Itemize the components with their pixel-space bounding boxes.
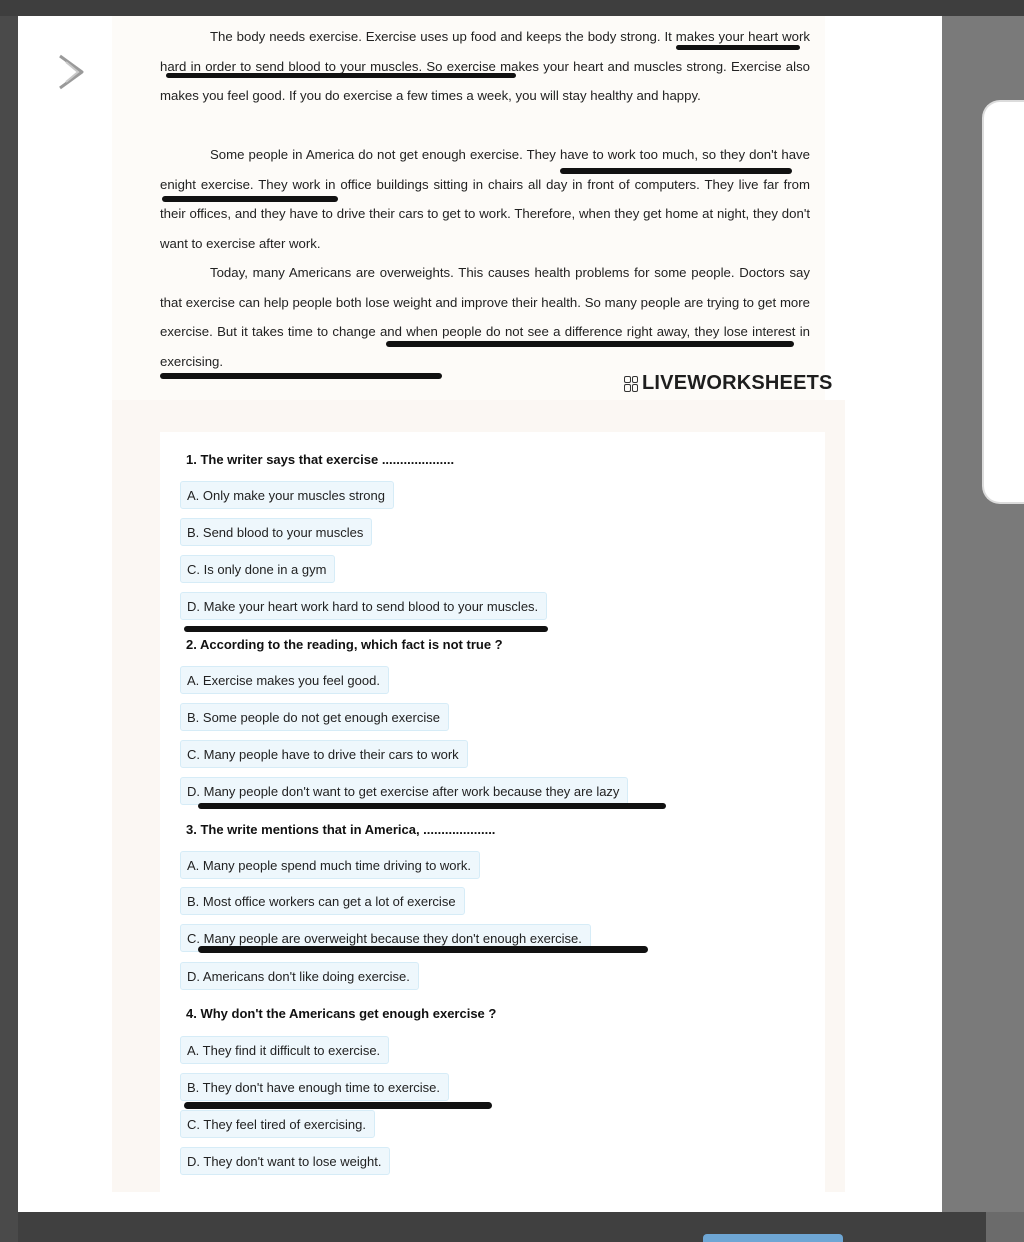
ink-underline — [160, 373, 442, 379]
question-1-option-a[interactable]: A. Only make your muscles strong — [180, 481, 394, 509]
ink-underline — [184, 626, 548, 632]
chevron-right-icon[interactable] — [54, 50, 90, 94]
grid-logo-icon — [624, 376, 638, 392]
question-3-option-b[interactable]: B. Most office workers can get a lot of exercise — [180, 887, 465, 915]
question-1-option-b[interactable]: B. Send blood to your muscles — [180, 518, 372, 546]
question-1-option-d[interactable]: D. Make your heart work hard to send blood to your muscles. — [180, 592, 547, 620]
question-3-option-a[interactable]: A. Many people spend much time driving to work. — [180, 851, 480, 879]
question-2-option-a[interactable]: A. Exercise makes you feel good. — [180, 666, 389, 694]
ink-underline — [198, 803, 666, 809]
reading-paragraph-3: Today, many Americans are overweights. This causes health problems for some people. Doctors say that exercise can help people both lose weight and improve their health. So many people are trying to get more exercise. But it takes time to change and when people do not see a difference right away, they lose interest in exercising. — [160, 265, 810, 369]
brand-name: LIVEWORKSHEETS — [642, 372, 833, 394]
question-4-option-a[interactable]: A. They find it difficult to exercise. — [180, 1036, 389, 1064]
reading-paragraph-1: The body needs exercise. Exercise uses up food and keeps the body strong. It makes your heart work hard in order to send blood to your muscles. So exercise makes your heart and muscles strong. Exercise also makes you feel good. If you do exercise a few times a week, you will stay healthy and happy. — [160, 29, 810, 103]
top-bar — [0, 0, 1024, 16]
ink-underline — [560, 168, 792, 174]
question-4-option-c[interactable]: C. They feel tired of exercising. — [180, 1110, 375, 1138]
ink-underline — [676, 45, 800, 50]
ink-underline — [198, 946, 648, 953]
question-2-option-d[interactable]: D. Many people don't want to get exercise after work because they are lazy — [180, 777, 628, 805]
reading-paragraph-2: Some people in America do not get enough exercise. They have to work too much, so they don't have enight exercise. They work in office buildings sitting in chairs all day in front of computers. They live far from their offices, and they have to drive their cars to get to work. Therefore, when they get home at night, they don't want to exercise after work. — [160, 147, 810, 251]
question-3-option-d[interactable]: D. Americans don't like doing exercise. — [180, 962, 419, 990]
question-4-option-b[interactable]: B. They don't have enough time to exercise. — [180, 1073, 449, 1101]
question-4: 4. Why don't the Americans get enough exercise ? — [186, 1006, 497, 1021]
question-1: 1. The writer says that exercise .................... — [186, 452, 455, 467]
question-2: 2. According to the reading, which fact is not true ? — [186, 637, 503, 652]
question-4-option-d[interactable]: D. They don't want to lose weight. — [180, 1147, 390, 1175]
ink-underline — [166, 73, 516, 78]
question-3: 3. The write mentions that in America, .................... — [186, 822, 496, 837]
ink-underline — [386, 341, 794, 347]
question-1-option-c[interactable]: C. Is only done in a gym — [180, 555, 335, 583]
ink-underline — [184, 1102, 492, 1109]
question-3-option-c[interactable]: C. Many people are overweight because they don't enough exercise. — [180, 924, 591, 952]
ink-underline — [162, 196, 338, 202]
question-2-option-c[interactable]: C. Many people have to drive their cars to work — [180, 740, 468, 768]
liveworksheets-logo — [624, 372, 833, 395]
question-2-option-b[interactable]: B. Some people do not get enough exercise — [180, 703, 449, 731]
side-drawer-handle[interactable] — [982, 100, 1024, 504]
left-panel — [0, 16, 18, 1242]
bottom-action-button[interactable] — [703, 1234, 843, 1242]
